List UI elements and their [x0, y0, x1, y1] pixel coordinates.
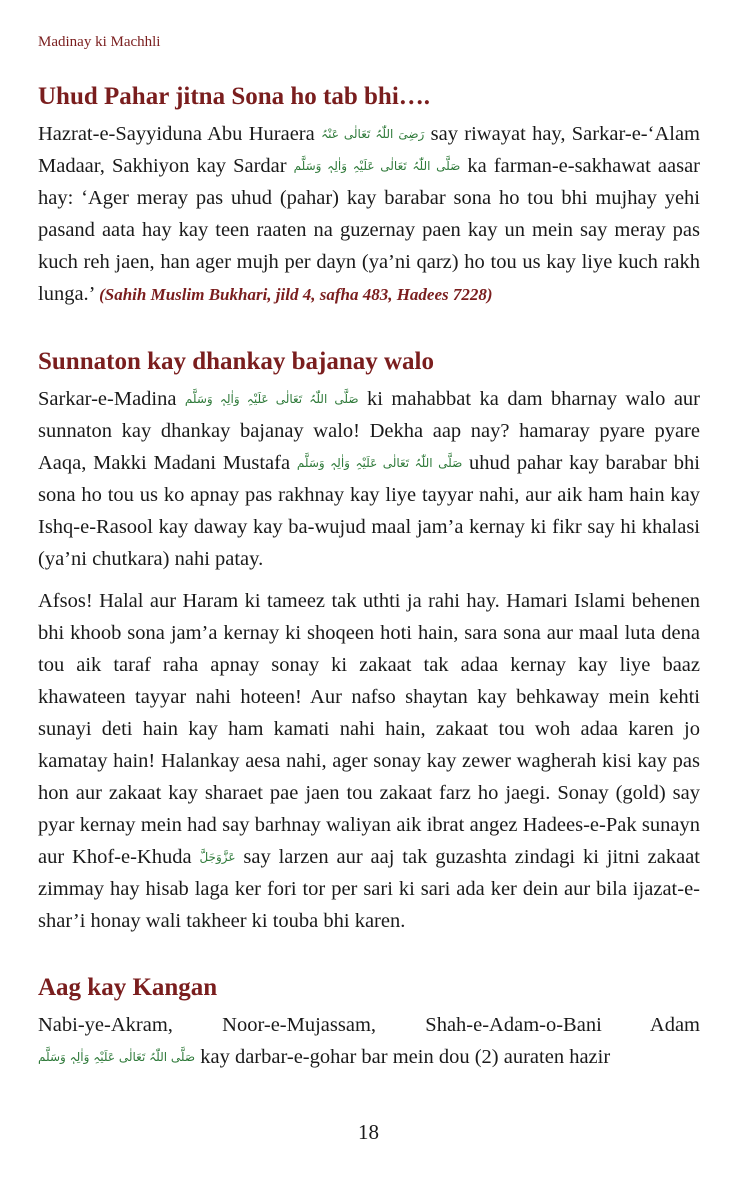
- arabic-honorific: رَضِیَ اللّٰہُ تَعَالٰی عَنْہُ: [321, 127, 425, 141]
- running-header: Madinay ki Machhli: [38, 34, 161, 50]
- page-content: [38, 80, 700, 1073]
- arabic-honorific: صَلَّی اللّٰہُ تَعَالٰی عَلَیْہِ وَاٰلِہٖ وَسَلَّم: [184, 392, 359, 406]
- section-heading: Aag kay Kangan: [38, 974, 218, 1001]
- text-run: ka farman-e-sakhawat aasar hay: ‘Ager meray pas uhud (pahar) kay barabar sona ho tou bhi mujhay yehi pasand aata hay kay teen raaten na guzernay paen kay un mein say meray pas kuch reh jaen, han ager mujh per dayn (ya’ni qarz) ho tou us kay liye kuch rakh lunga.’: [38, 155, 700, 305]
- body-paragraph: [38, 1009, 700, 1073]
- body-paragraph: [38, 383, 700, 575]
- page-number: 18: [358, 1120, 379, 1144]
- section-sunnaton: [38, 345, 700, 937]
- text-run: say larzen aur aaj tak guzashta zindagi ki jitni zakaat zimmay hay hisab laga ker fori tor per sari ki sari ada ker dein aur bila ijazat-e-shar’i honay wali takheer ki touba bhi karen.: [38, 846, 700, 932]
- text-run: say riwayat hay, Sarkar-e-‘Alam Madaar, Sakhiyon kay Sardar: [38, 123, 701, 177]
- arabic-honorific: صَلَّی اللّٰہُ تَعَالٰی عَلَیْہِ وَاٰلِہٖ وَسَلَّم: [38, 1050, 196, 1064]
- hadith-reference: (Sahih Muslim Bukhari, jild 4, safha 483, Hadees 7228): [99, 285, 493, 304]
- section-uhud-pahar: [38, 80, 700, 311]
- body-paragraph: [38, 118, 700, 311]
- arabic-honorific: عَزَّوَجَلَّ: [199, 850, 236, 864]
- section-heading: Uhud Pahar jitna Sona ho tab bhi….: [38, 83, 431, 110]
- section-aag-kay-kangan: [38, 971, 700, 1073]
- arabic-honorific: صَلَّی اللّٰہُ تَعَالٰی عَلَیْہِ وَاٰلِہٖ وَسَلَّم: [296, 456, 463, 470]
- text-run: Hazrat-e-Sayyiduna Abu Huraera: [38, 123, 322, 145]
- text-run: Nabi-ye-Akram, Noor-e-Mujassam, Shah-e-Adam-o-Bani Adam: [38, 1014, 700, 1036]
- section-heading: Sunnaton kay dhankay bajanay walo: [38, 348, 434, 375]
- text-run: uhud pahar kay barabar bhi sona ho tou us ko apnay pas rakhnay kay liye tayyar nahi, aur aik ham hain kay Ishq-e-Rasool kay daway kay ba-wujud maal jam’a kernay ki fikr say hi khalasi (ya’ni chutkara) nahi patay.: [38, 452, 700, 570]
- body-paragraph: [38, 585, 700, 937]
- arabic-honorific: صَلَّی اللّٰہُ تَعَالٰی عَلَیْہِ وَاٰلِہٖ وَسَلَّم: [293, 159, 461, 173]
- text-run: ki mahabbat ka dam bharnay walo aur sunnaton kay dhankay bajanay walo! Dekha aap nay? hamaray pyare pyare Aaqa, Makki Madani Mustafa: [38, 388, 700, 474]
- text-run: Afsos! Halal aur Haram ki tameez tak uthti ja rahi hay. Hamari Islami behenen bhi khoob sona jam’a kernay ki shoqeen hoti hain, sara sona aur maal luta dena tou aik taraf raha apnay sonay ki zakaat tak adaa kernay kay liye baaz khawateen tayyar nahi hoteen! Aur nafso shaytan kay behkaway mein kehti sunayi deti hain kay ham kamati nahi hain, zakaat tou woh adaa karen jo kamatay hain! Halankay aesa nahi, ager sonay kay zewer wagherah kisi kay pas hon aur zakaat kay sharaet pae jaen tou zakaat farz ho jaegi. Sonay (gold) say pyar kernay mein had say barhnay waliyan aik ibrat angez Hadees-e-Pak sunayn aur Khof-e-Khuda: [38, 590, 700, 868]
- text-run: Sarkar-e-Madina: [38, 388, 185, 410]
- text-run: kay darbar-e-gohar bar mein dou (2) auraten hazir: [195, 1046, 611, 1068]
